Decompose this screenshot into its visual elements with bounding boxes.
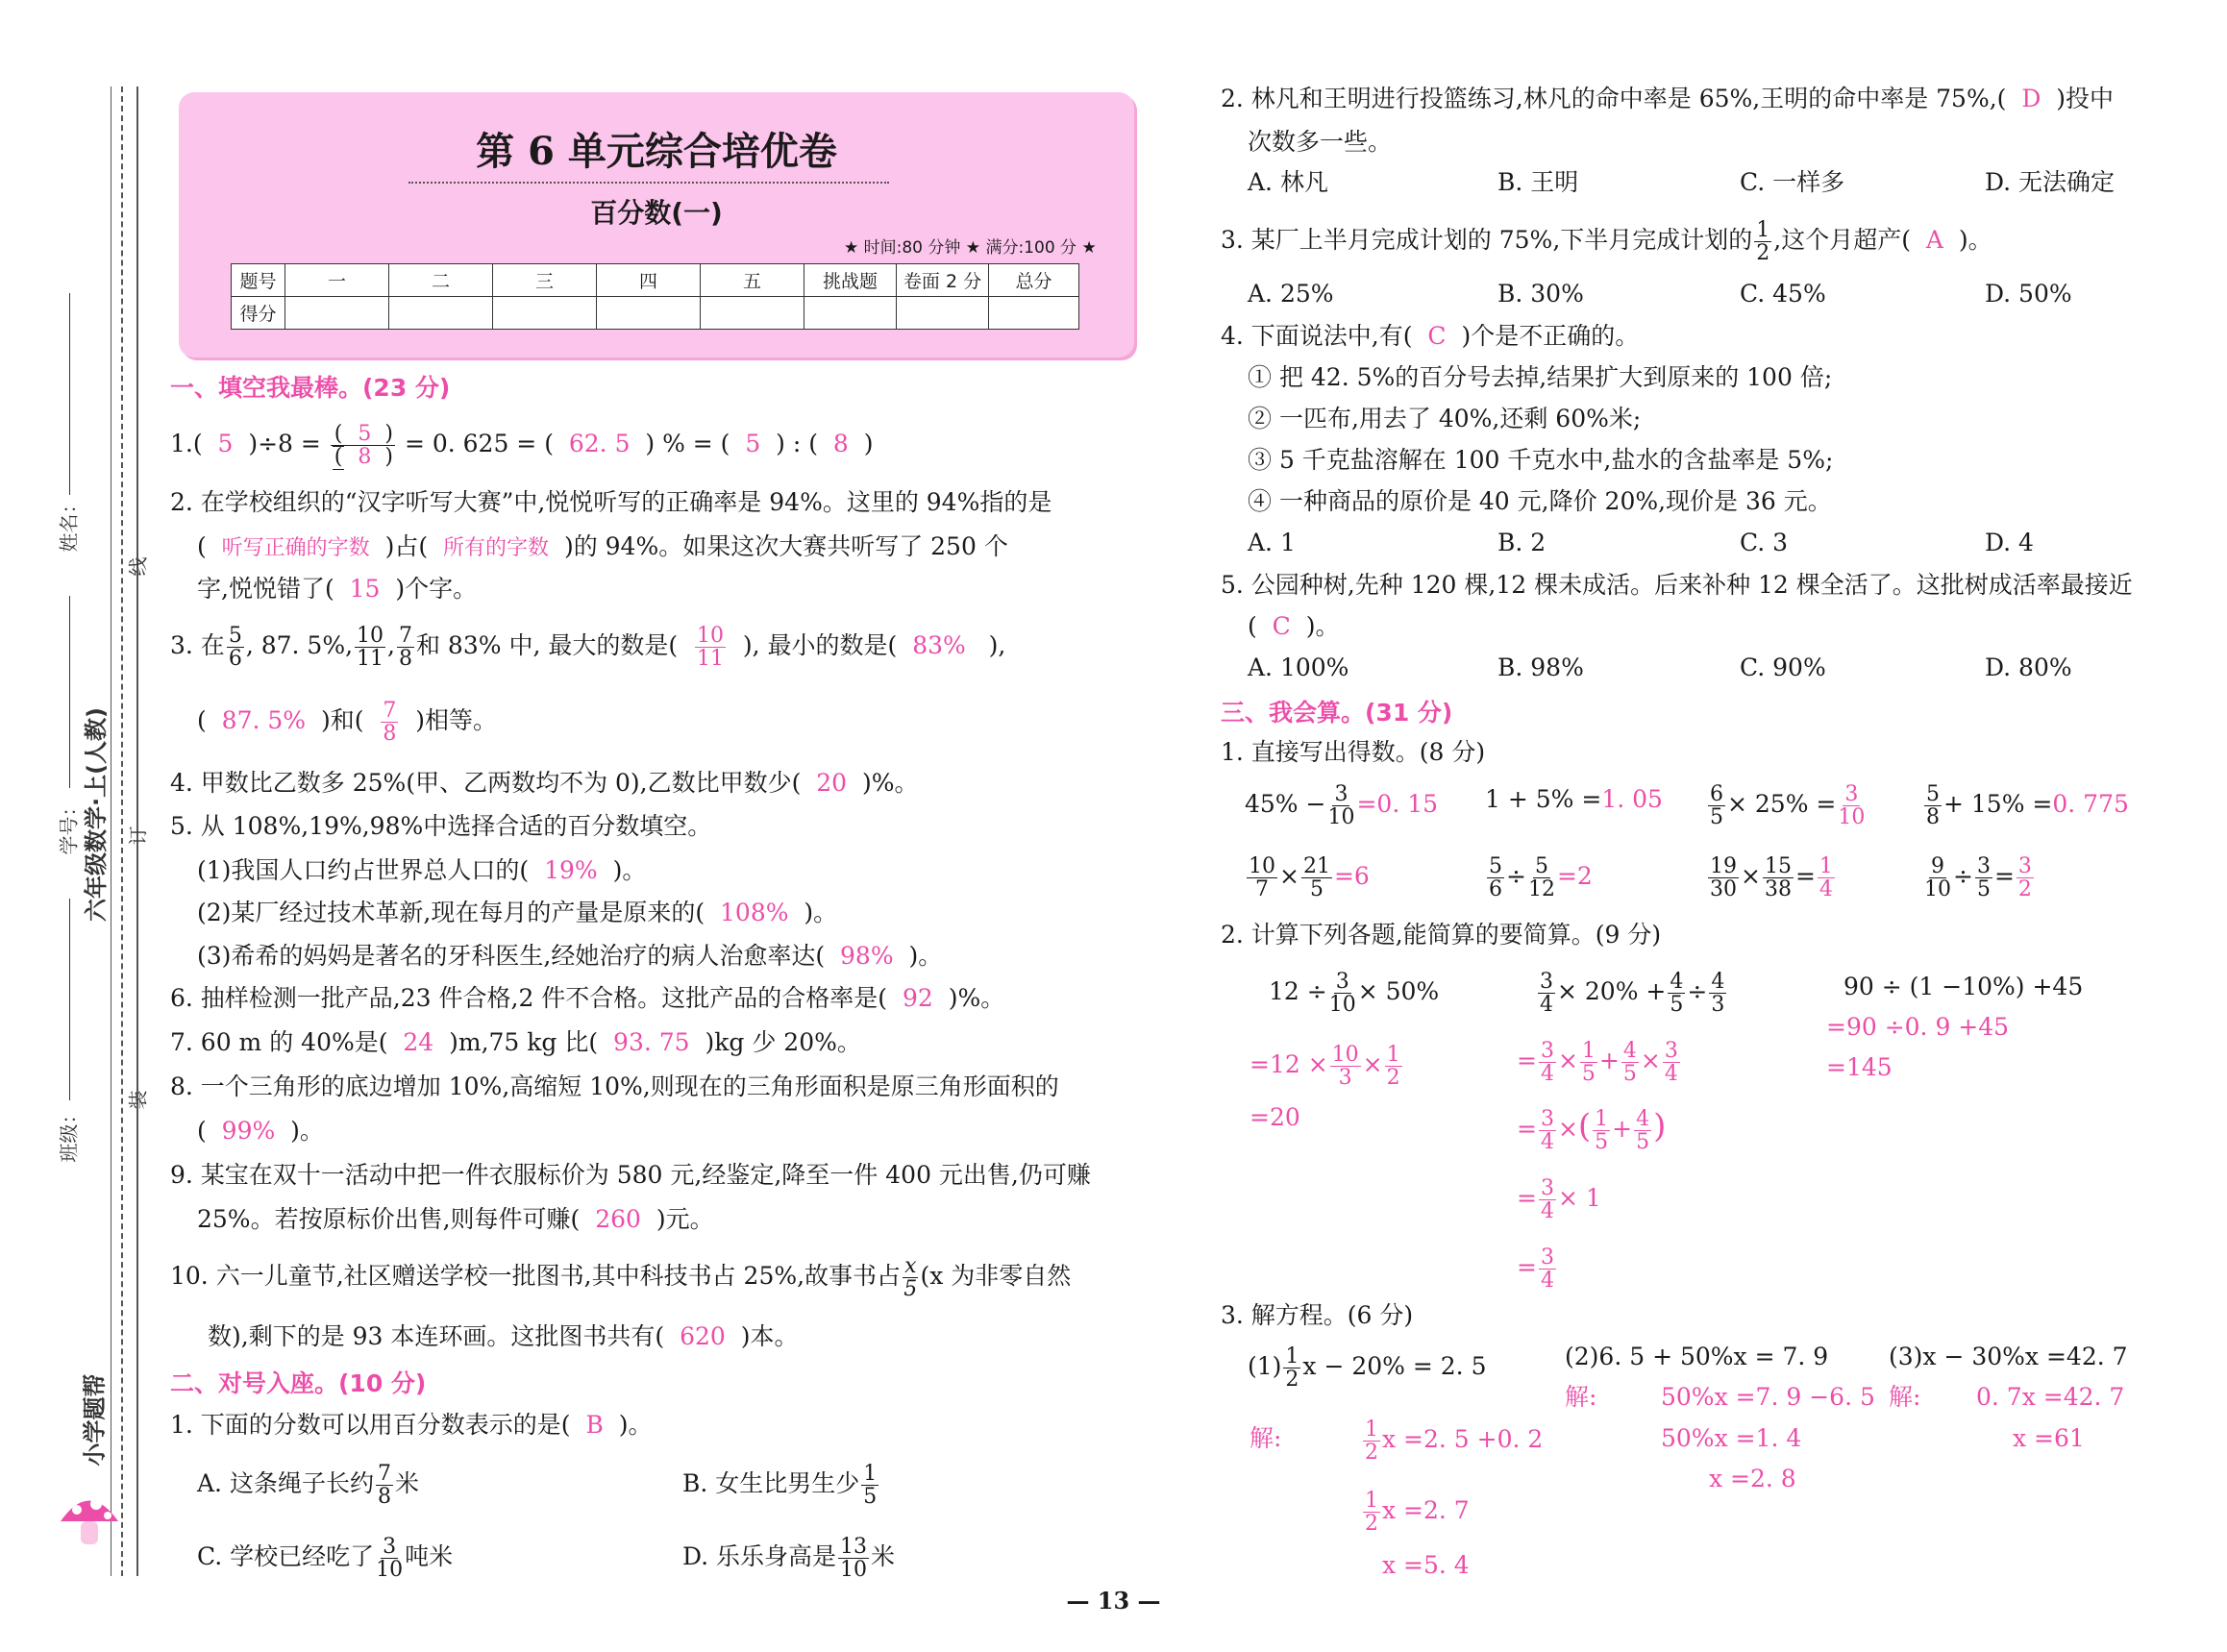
score-header: 卷面 2 分 xyxy=(897,264,989,297)
score-table xyxy=(231,263,1079,330)
option-b[interactable]: B. 2 xyxy=(1497,529,1547,556)
compute-1-step1: =12 × $\frac{10}{3}$ × $\frac{1}{2}$ xyxy=(1250,1043,1400,1090)
calc-5: $\frac{10}{7}$ × $\frac{21}{5}$ =6 xyxy=(1249,854,1370,901)
score-cell[interactable] xyxy=(989,297,1079,330)
score-header: 总分 xyxy=(989,264,1079,297)
equation-3-jie: 解: xyxy=(1889,1383,1921,1411)
score-header: 五 xyxy=(701,264,804,297)
score-header: 二 xyxy=(389,264,493,297)
compute-2-step2: = $\frac{3}{4}$ ×( $\frac{1}{5}$ + $\frac{4}{5}$ ) xyxy=(1517,1107,1667,1154)
statement-2: ② 一匹布,用去了 40%,还剩 60%米; xyxy=(1248,405,1642,432)
option-d[interactable]: D. 4 xyxy=(1985,529,2034,556)
question-5: 5. 从 108%,19%,98%中选择合适的百分数填空。 xyxy=(170,812,712,840)
option-c[interactable]: C. 3 xyxy=(1740,529,1789,556)
option-a[interactable]: A. 100% xyxy=(1248,653,1349,681)
question-8: 8. 一个三角形的底边增加 10%,高缩短 10%,则现在的三角形面积是原三角形面积的 xyxy=(170,1073,1059,1100)
title-divider xyxy=(408,182,889,184)
ding-mark: 订 xyxy=(126,826,150,846)
option-b[interactable]: B. 98% xyxy=(1497,653,1584,681)
option-b[interactable]: B. 女生比男生少 $\frac{1}{5}$ xyxy=(682,1462,878,1509)
equation-1-jie: 解: xyxy=(1250,1424,1282,1452)
option-d[interactable]: D. 50% xyxy=(1985,280,2072,308)
option-d[interactable]: D. 乐乐身高是 $\frac{13}{10}$ 米 xyxy=(682,1535,896,1582)
calc-2: 1 + 5% =1. 05 xyxy=(1485,785,1663,813)
score-cell[interactable] xyxy=(597,297,701,330)
question-2-line2: ( 听写正确的字数 )占( 所有的字数 )的 94%。如果这次大赛共听写了 250 个 xyxy=(197,532,1008,560)
question-5-3: (3)希希的妈妈是著名的牙科医生,经她治疗的病人治愈率达( 98% )。 xyxy=(197,942,943,970)
page-subtitle: 百分数(一) xyxy=(590,197,723,229)
score-cell[interactable] xyxy=(701,297,804,330)
compute-1: 12 ÷ $\frac{3}{10}$ × 50% xyxy=(1269,970,1440,1017)
subquestion-2: 2. 计算下列各题,能简算的要简算。(9 分) xyxy=(1221,921,1662,949)
question-1: 1.( 5 )÷8 = $\frac{( 5 )}{( 8 )}$ = 0. 625 = ( 62. 5 ) % = ( 5 ) : ( 8 ) xyxy=(170,422,874,469)
question-9-line2: 25%。若按原标价出售,则每件可赚( 260 )元。 xyxy=(197,1205,714,1233)
mc-question-2: 2. 林凡和王明进行投篮练习,林凡的命中率是 65%,王明的命中率是 75%,( D )投中 xyxy=(1221,85,2115,112)
score-cell[interactable] xyxy=(804,297,897,330)
calc-6: $\frac{5}{6}$ ÷ $\frac{5}{12}$ =2 xyxy=(1489,854,1593,901)
mc-question-1: 1. 下面的分数可以用百分数表示的是( B )。 xyxy=(170,1411,653,1439)
number-label: 学号： xyxy=(57,797,81,855)
compute-1-step2: =20 xyxy=(1250,1103,1300,1131)
question-3: 3. 在 $\frac{5}{6}$ , 87. 5%, $\frac{10}{11}$ , $\frac{7}{8}$ 和 83% 中, 最大的数是( $\frac{10}{11}$ ), 最小的数是( 83% ), xyxy=(170,624,1006,671)
mc-question-5-line2: ( C )。 xyxy=(1248,612,1340,640)
equation-1: (1) $\frac{1}{2}$ x − 20% = 2. 5 xyxy=(1248,1344,1487,1392)
page-title: 第 6 单元综合培优卷 xyxy=(476,129,837,174)
statement-3: ③ 5 千克盐溶解在 100 千克水中,盐水的含盐率是 5%; xyxy=(1248,446,1834,474)
mc-question-2-line2: 次数多一些。 xyxy=(1248,128,1393,156)
option-d[interactable]: D. 80% xyxy=(1985,653,2072,681)
question-7: 7. 60 m 的 40%是( 24 )m,75 kg 比( 93. 75 )kg 少 20%。 xyxy=(170,1028,861,1056)
compute-3-step1: =90 ÷0. 9 +45 xyxy=(1826,1013,2010,1041)
equation-3-step2: x =61 xyxy=(2013,1424,2085,1452)
equation-1-step1: $\frac{1}{2}$ x =2. 5 +0. 2 xyxy=(1365,1418,1544,1465)
equation-3: (3)x − 30%x =42. 7 xyxy=(1889,1343,2128,1370)
compute-2-step3: = $\frac{3}{4}$ × 1 xyxy=(1517,1176,1601,1223)
section-title: 三、我会算。(31 分) xyxy=(1221,699,1453,727)
question-8-line2: ( 99% )。 xyxy=(197,1117,324,1145)
section-title: 一、填空我最棒。(23 分) xyxy=(170,374,451,402)
mc-question-4: 4. 下面说法中,有( C )个是不正确的。 xyxy=(1221,322,1640,350)
equation-1-step2: $\frac{1}{2}$ x =2. 7 xyxy=(1365,1489,1470,1536)
gutter xyxy=(0,0,154,1652)
calc-7: $\frac{19}{30}$ × $\frac{15}{38}$ = $\frac{1}{4}$ xyxy=(1710,854,1833,901)
question-10: 10. 六一儿童节,社区赠送学校一批图书,其中科技书占 25%,故事书占 $\frac{x}{5}$ (x 为非零自然 xyxy=(170,1254,1072,1301)
statement-4: ④ 一种商品的原价是 40 元,降价 20%,现价是 36 元。 xyxy=(1248,487,1832,515)
exam-meta: ★ 时间:80 分钟 ★ 满分:100 分 ★ xyxy=(844,238,1097,258)
score-cell[interactable] xyxy=(897,297,989,330)
statement-1: ① 把 42. 5%的百分号去掉,结果扩大到原来的 100 倍; xyxy=(1248,363,1833,391)
book-label: 六年级数学·上(人教) xyxy=(83,706,111,923)
option-c[interactable]: C. 90% xyxy=(1740,653,1826,681)
option-b[interactable]: B. 王明 xyxy=(1497,168,1579,196)
mc-question-3: 3. 某厂上半月完成计划的 75%,下半月完成计划的 $\frac{1}{2}$ ,这个月超产( A )。 xyxy=(1221,218,1992,265)
compute-3-step2: =145 xyxy=(1826,1053,1893,1081)
subquestion-3: 3. 解方程。(6 分) xyxy=(1221,1301,1414,1329)
mushroom-logo xyxy=(56,1485,123,1552)
question-5-1: (1)我国人口约占世界总人口的( 19% )。 xyxy=(197,856,647,884)
zhuang-mark: 装 xyxy=(126,1090,150,1110)
option-b[interactable]: B. 30% xyxy=(1497,280,1584,308)
equation-2-step2: 50%x =1. 4 xyxy=(1661,1424,1802,1452)
calc-3: $\frac{6}{5}$ × 25% = $\frac{3}{10}$ xyxy=(1710,782,1866,829)
score-header: 四 xyxy=(597,264,701,297)
question-3-line2: ( 87. 5% )和( $\frac{7}{8}$ )相等。 xyxy=(197,699,498,746)
score-header: 一 xyxy=(285,264,389,297)
equation-2-step1: 50%x =7. 9 −6. 5 xyxy=(1661,1383,1875,1411)
option-a[interactable]: A. 这条绳子长约 $\frac{7}{8}$ 米 xyxy=(197,1462,419,1509)
question-5-2: (2)某厂经过技术革新,现在每月的产量是原来的( 108% )。 xyxy=(197,899,838,926)
option-a[interactable]: A. 25% xyxy=(1248,280,1334,308)
calc-8: $\frac{9}{10}$ ÷ $\frac{3}{5}$ = $\frac{3}{2}$ xyxy=(1924,854,2032,901)
compute-2-step1: = $\frac{3}{4}$ × $\frac{1}{5}$ + $\frac{4}{5}$ × $\frac{3}{4}$ xyxy=(1517,1039,1678,1086)
option-a[interactable]: A. 林凡 xyxy=(1248,168,1328,196)
line-mark: 线 xyxy=(126,556,150,577)
page-number: — 13 — xyxy=(1066,1587,1161,1615)
mc-question-5: 5. 公园种树,先种 120 棵,12 棵未成活。后来补种 12 棵全活了。这批树成活率最接近 xyxy=(1221,571,2133,599)
score-cell[interactable] xyxy=(389,297,493,330)
question-10-line2: 数),剩下的是 93 本连环画。这批图书共有( 620 )本。 xyxy=(208,1322,799,1350)
question-2: 2. 在学校组织的“汉字听写大赛”中,悦悦听写的正确率是 94%。这里的 94%指的是 xyxy=(170,488,1052,516)
score-header: 三 xyxy=(493,264,597,297)
score-header: 题号 xyxy=(232,264,285,297)
score-row-label: 得分 xyxy=(232,297,285,330)
equation-3-step1: 0. 7x =42. 7 xyxy=(1976,1383,2125,1411)
section-title: 二、对号入座。(10 分) xyxy=(170,1369,427,1397)
question-6: 6. 抽样检测一批产品,23 件合格,2 件不合格。这批产品的合格率是( 92 )%。 xyxy=(170,984,1005,1012)
option-c[interactable]: C. 学校已经吃了 $\frac{3}{10}$ 吨米 xyxy=(197,1535,454,1582)
class-label: 班级： xyxy=(57,1104,81,1163)
compute-2-step4: = $\frac{3}{4}$ xyxy=(1517,1245,1554,1293)
equation-2-jie: 解: xyxy=(1565,1383,1597,1411)
equation-2: (2)6. 5 + 50%x = 7. 9 xyxy=(1565,1343,1829,1370)
option-c[interactable]: C. 45% xyxy=(1740,280,1826,308)
subquestion-1: 1. 直接写出得数。(8 分) xyxy=(1221,738,1486,766)
question-2-line3: 字,悦悦错了( 15 )个字。 xyxy=(197,575,478,603)
compute-2: $\frac{3}{4}$ × 20% + $\frac{4}{5}$ ÷ $\frac{4}{3}$ xyxy=(1540,970,1725,1017)
calc-4: $\frac{5}{8}$ + 15% =0. 775 xyxy=(1926,782,2129,829)
question-9: 9. 某宝在双十一活动中把一件衣服标价为 580 元,经鉴定,降至一件 400 元出售,仍可赚 xyxy=(170,1161,1091,1189)
equation-1-step3: x =5. 4 xyxy=(1382,1551,1470,1579)
compute-3: 90 ÷ (1 −10%) +45 xyxy=(1843,973,2084,1000)
name-label: 姓名： xyxy=(57,494,81,553)
score-header: 挑战题 xyxy=(804,264,897,297)
option-c[interactable]: C. 一样多 xyxy=(1740,168,1845,196)
question-4: 4. 甲数比乙数多 25%(甲、乙两数均不为 0),乙数比甲数少( 20 )%。 xyxy=(170,769,919,797)
option-d[interactable]: D. 无法确定 xyxy=(1985,168,2116,196)
score-cell[interactable] xyxy=(493,297,597,330)
calc-1: 45% − $\frac{3}{10}$ =0. 15 xyxy=(1245,782,1439,829)
equation-2-step3: x =2. 8 xyxy=(1709,1465,1796,1492)
brand-label: 小学题帮 xyxy=(81,1373,109,1467)
score-cell[interactable] xyxy=(285,297,389,330)
option-a[interactable]: A. 1 xyxy=(1248,529,1296,556)
